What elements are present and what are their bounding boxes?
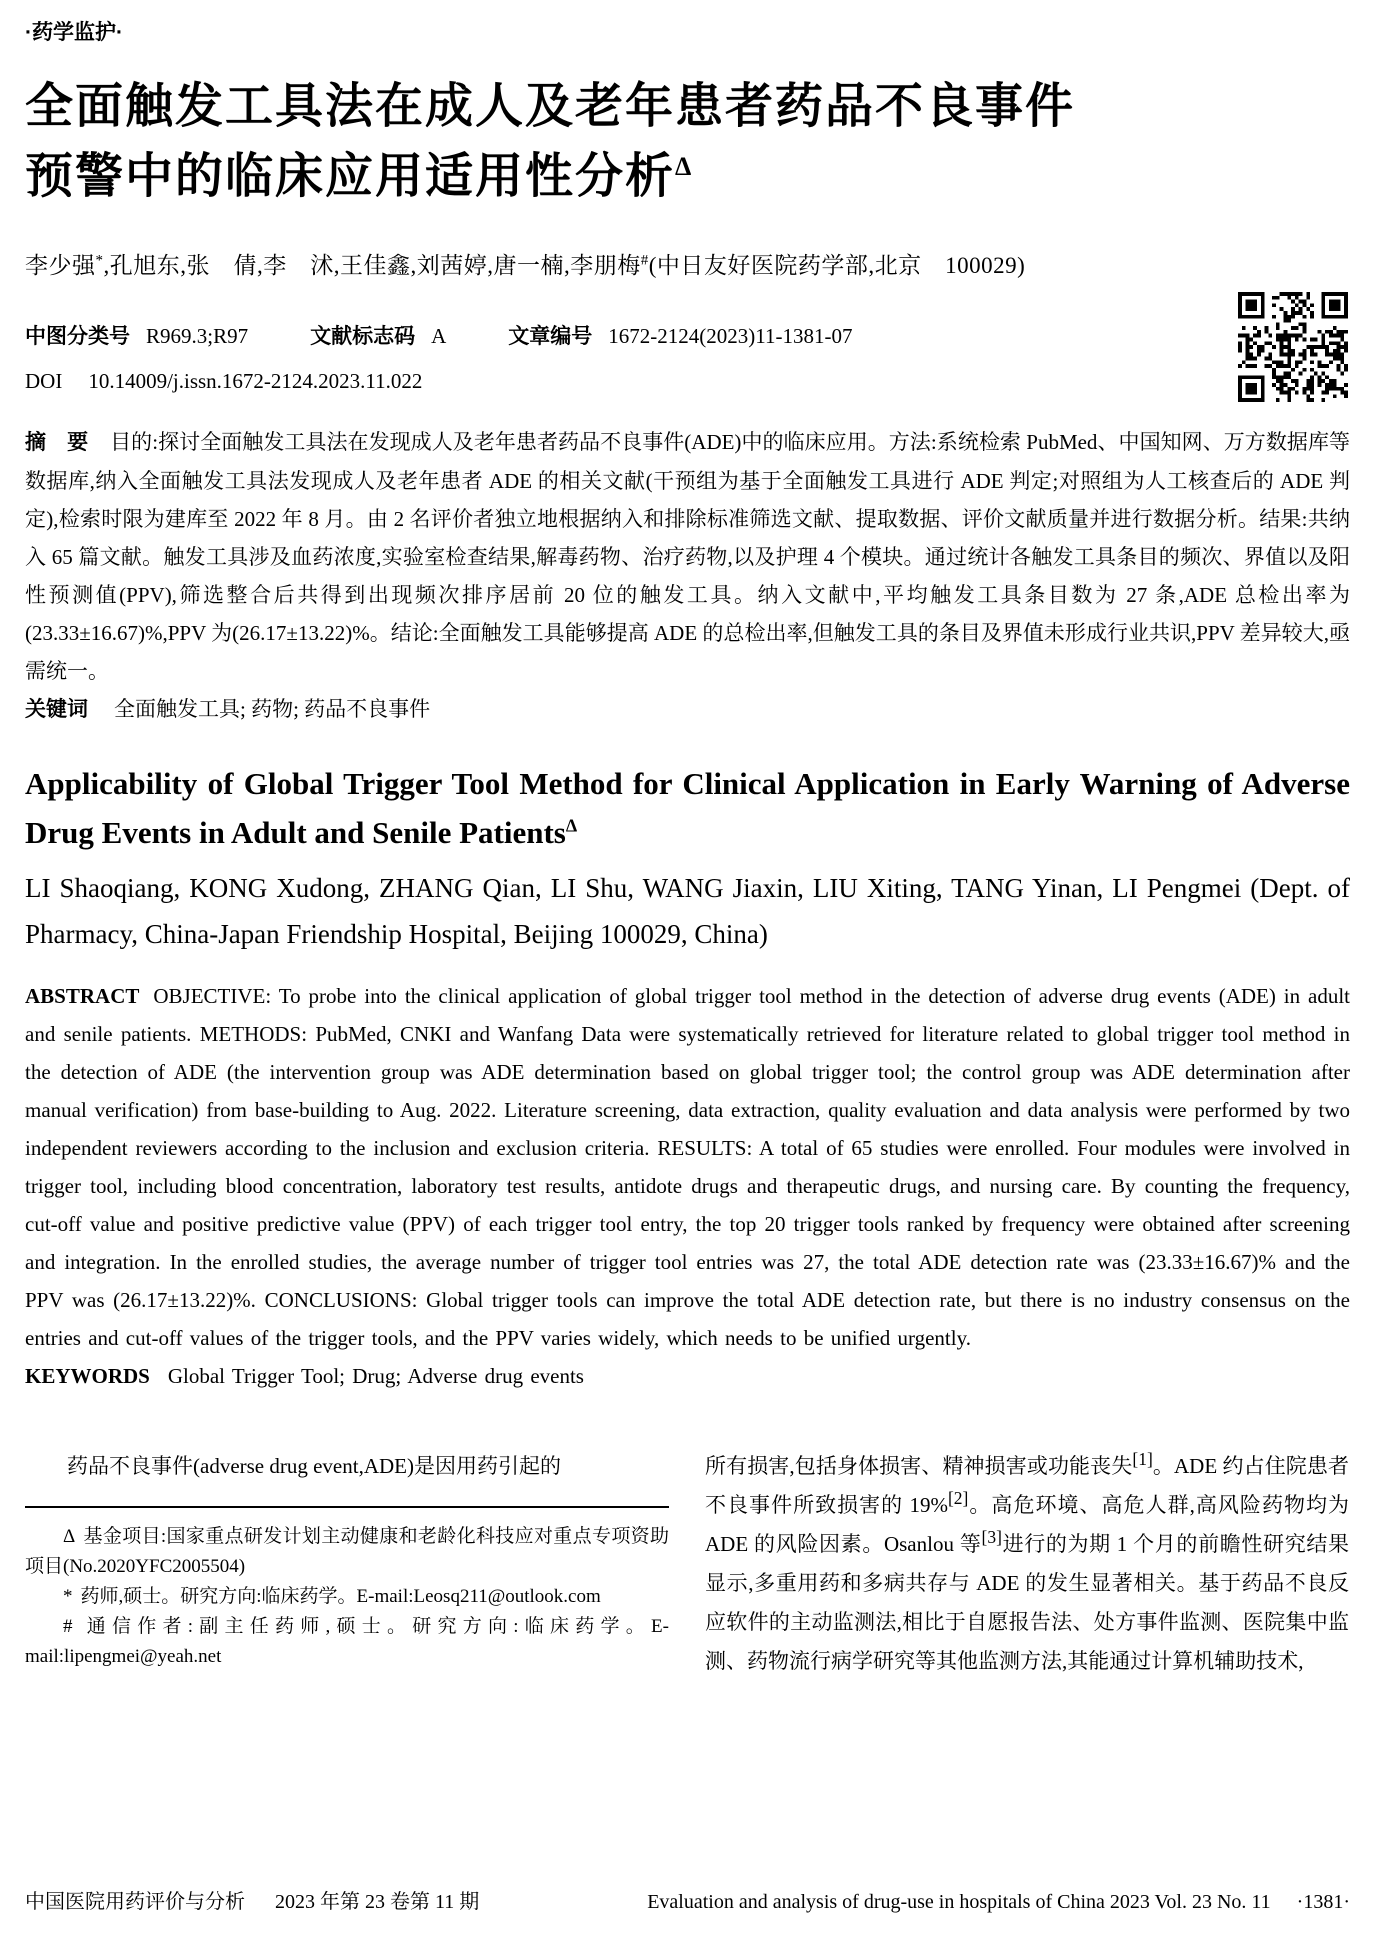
- footnote-funding: [25, 1522, 669, 1582]
- doi-label: DOI: [25, 369, 63, 393]
- abstract-cn-results-label: 结果:: [1259, 507, 1308, 531]
- meta-row-doi: [25, 367, 1350, 395]
- clc-label: 中图分类号: [25, 325, 130, 348]
- title-en-funding-marker: Δ: [565, 815, 578, 836]
- article-title-cn: [25, 72, 1350, 212]
- abstract-cn-objective-label: 目的:: [110, 430, 159, 454]
- meta-row-classification: [25, 322, 1350, 351]
- abstract-cn-methods-label: 方法:: [888, 430, 937, 454]
- citation-ref-3: [3]: [981, 1527, 1002, 1547]
- doc-code-label: 文献标志码: [310, 325, 416, 348]
- keywords-cn: [25, 690, 1350, 729]
- footnote-author-text: 药师,硕士。研究方向:临床药学。E-mail:Leosq211@outlook.com: [80, 1586, 601, 1607]
- article-id-value: 1672-2124(2023)11-1381-07: [608, 324, 853, 348]
- body-paragraph-continued: [705, 1447, 1349, 1681]
- author-first: 李少强: [25, 253, 96, 278]
- article-title-cn-line1: 全面触发工具法在成人及老年患者药品不良事件: [25, 80, 1076, 133]
- journal-issue-cn: 2023 年第 23 卷第 11 期: [275, 1891, 480, 1913]
- authors-middle: ,孔旭东,张 倩,李 沭,王佳鑫,刘茜婷,唐一楠,李朋梅: [103, 253, 641, 278]
- article-title-en: [25, 759, 1350, 857]
- article-meta: [25, 322, 1350, 395]
- abstract-en-methods: PubMed, CNKI and Wanfang Data were systematically retrieved for literature related to global trigger tool method in the detection of ADE (the intervention group was ADE determination based on global trigger tool; the control group was ADE determination after manual verification) from base-building to Aug. 2022. Literature screening, data extraction, quality evaluation and data analysis were performed by two independent reviewers according to the inclusion and exclusion criteria.: [25, 1022, 1351, 1160]
- abstract-en-objective: To probe into the clinical application of global trigger tool method in the detection of adverse drug events (ADE) in adult and senile patients.: [25, 984, 1351, 1046]
- left-column: [25, 1447, 669, 1681]
- right-column: [705, 1447, 1349, 1681]
- footnote-author: [25, 1582, 669, 1612]
- abstract-en-methods-label: METHODS:: [199, 1022, 308, 1046]
- section-tag: ·药学监护·: [25, 21, 123, 44]
- abstract-cn-label: 摘 要: [25, 431, 89, 454]
- abstract-en-results-label: RESULTS:: [657, 1136, 753, 1160]
- keywords-cn-text: 全面触发工具; 药物; 药品不良事件: [114, 697, 431, 721]
- page-footer: [25, 1888, 1350, 1916]
- abstract-cn-results: 共纳入 65 篇文献。触发工具涉及血药浓度,实验室检查结果,解毒药物、治疗药物,以及护理 4 个模块。通过统计各触发工具条目的频次、界值以及阳性预测值(PPV),筛选整合后共得到出现频次排序居前 20 位的触发工具。纳入文献中,平均触发工具条目数为 27 条,ADE 总检出率为(23.33±16.67)%,PPV 为(26.17±13.22)%。: [25, 507, 1350, 645]
- footer-journal-cn: [25, 1888, 509, 1916]
- journal-name-en: Evaluation and analysis of drug-use in hospitals of China 2023 Vol. 23 No. 11: [647, 1891, 1271, 1913]
- footnote-corresponding-marker: #: [63, 1616, 73, 1637]
- body-text: 。ADE 约占住院患者不良事件所致损害的 19%: [705, 1454, 1349, 1517]
- affiliation-cn: (中日友好医院药学部,北京 100029): [648, 253, 1026, 278]
- abstract-cn-conclusions-label: 结论:: [390, 621, 439, 645]
- authors-en: LI Shaoqiang, KONG Xudong, ZHANG Qian, LI Shu, WANG Jiaxin, LIU Xiting, TANG Yinan, LI Pengmei (Dept. of Pharmacy, China-Japan Friendship Hospital, Beijing 100029, China): [25, 873, 1350, 949]
- article-title-en-text: Applicability of Global Trigger Tool Method for Clinical Application in Early Warning of Adverse Drug Events in Adult and Senile Patients: [25, 766, 1350, 850]
- article-id-label: 文章编号: [508, 325, 593, 348]
- footnote-corresponding-text: 通信作者:副主任药师,硕士。研究方向:临床药学。E-mail:lipengmei@yeah.net: [25, 1616, 669, 1667]
- journal-name-cn: 中国医院用药评价与分析: [25, 1891, 245, 1913]
- page-number: ·1381·: [1296, 1891, 1350, 1913]
- citation-ref-2: [2]: [947, 1488, 969, 1508]
- body-text: 。高危环境、高危人群,高风险药物均为 ADE 的风险因素。Osanlou 等: [705, 1493, 1350, 1556]
- body-text: 所有损害,包括身体损害、精神损害或功能丧失: [705, 1454, 1133, 1478]
- abstract-cn-conclusions: 全面触发工具能够提高 ADE 的总检出率,但触发工具的条目及界值未形成行业共识,PPV 差异较大,亟需统一。: [25, 621, 1350, 683]
- footnotes-block: [25, 1506, 669, 1672]
- abstract-en-objective-label: OBJECTIVE:: [153, 984, 272, 1008]
- abstract-cn-methods: 系统检索 PubMed、中国知网、万方数据库等数据库,纳入全面触发工具法发现成人及老年患者 ADE 的相关文献(干预组为基于全面触发工具进行 ADE 判定;对照组为人工核查后的 ADE 判定),检索时限为建库至 2022 年 8 月。由 2 名评价者独立地根据纳入和排除标准筛选文献、提取数据、评价文献质量并进行数据分析。: [25, 430, 1350, 531]
- footnote-funding-text: 基金项目:国家重点研发计划主动健康和老龄化科技应对重点专项资助项目(No.2020YFC2005504): [25, 1526, 669, 1577]
- abstract-cn: [25, 423, 1350, 690]
- corresponding-author-marker: #: [640, 252, 649, 269]
- abstract-en-label: ABSTRACT: [25, 984, 140, 1008]
- doc-code-value: A: [431, 324, 447, 348]
- footnote-author-marker: *: [63, 1586, 73, 1607]
- authors-cn: [25, 250, 1350, 282]
- keywords-en: [25, 1357, 1350, 1395]
- abstract-en-results: A total of 65 studies were enrolled. Four modules were involved in trigger tool, including blood concentration, laboratory test results, antidote drugs and therapeutic drugs, and nursing care. By counting the frequency, cut-off value and positive predictive value (PPV) of each trigger tool entry, the top 20 trigger tools ranked by frequency were obtained after screening and integration. In the enrolled studies, the average number of trigger tool entries was 27, the total ADE detection rate was (23.33±16.67)% and the PPV was (26.17±13.22)%.: [25, 1136, 1351, 1312]
- abstract-cn-objective: 探讨全面触发工具法在发现成人及老年患者药品不良事件(ADE)中的临床应用。: [158, 430, 889, 454]
- clc-value: R969.3;R97: [146, 324, 249, 348]
- abstract-en: [25, 977, 1350, 1357]
- body-columns: [25, 1447, 1350, 1681]
- keywords-cn-label: 关键词: [25, 698, 88, 721]
- intro-paragraph: 药品不良事件(adverse drug event,ADE)是因用药引起的: [67, 1454, 561, 1478]
- footnote-funding-marker: Δ: [63, 1526, 76, 1547]
- author-first-marker: *: [95, 252, 104, 269]
- footnote-corresponding: [25, 1612, 669, 1672]
- citation-ref-1: [1]: [1132, 1449, 1153, 1469]
- title-funding-marker: Δ: [675, 152, 694, 181]
- abstract-en-conclusions-label: CONCLUSIONS:: [264, 1288, 418, 1312]
- footer-journal-en: [647, 1888, 1350, 1916]
- abstract-en-conclusions: Global trigger tools can improve the total ADE detection rate, but there is no industry consensus on the entries and cut-off values of the trigger tools, and the PPV varies widely, which needs to be unified urgently.: [25, 1288, 1351, 1350]
- body-text: 进行的为期 1 个月的前瞻性研究结果显示,多重用药和多病共存与 ADE 的发生显著相关。基于药品不良反应软件的主动监测法,相比于自愿报告法、处方事件监测、医院集中监测、药物流行病学研究等其他监测方法,其能通过计算机辅助技术,: [705, 1532, 1349, 1673]
- keywords-en-label: KEYWORDS: [25, 1364, 150, 1388]
- article-title-cn-line2: 预警中的临床应用适用性分析: [25, 150, 676, 203]
- qr-code-icon: [1238, 292, 1348, 402]
- doi-value: 10.14009/j.issn.1672-2124.2023.11.022: [88, 369, 423, 393]
- keywords-en-text: Global Trigger Tool; Drug; Adverse drug events: [167, 1364, 584, 1388]
